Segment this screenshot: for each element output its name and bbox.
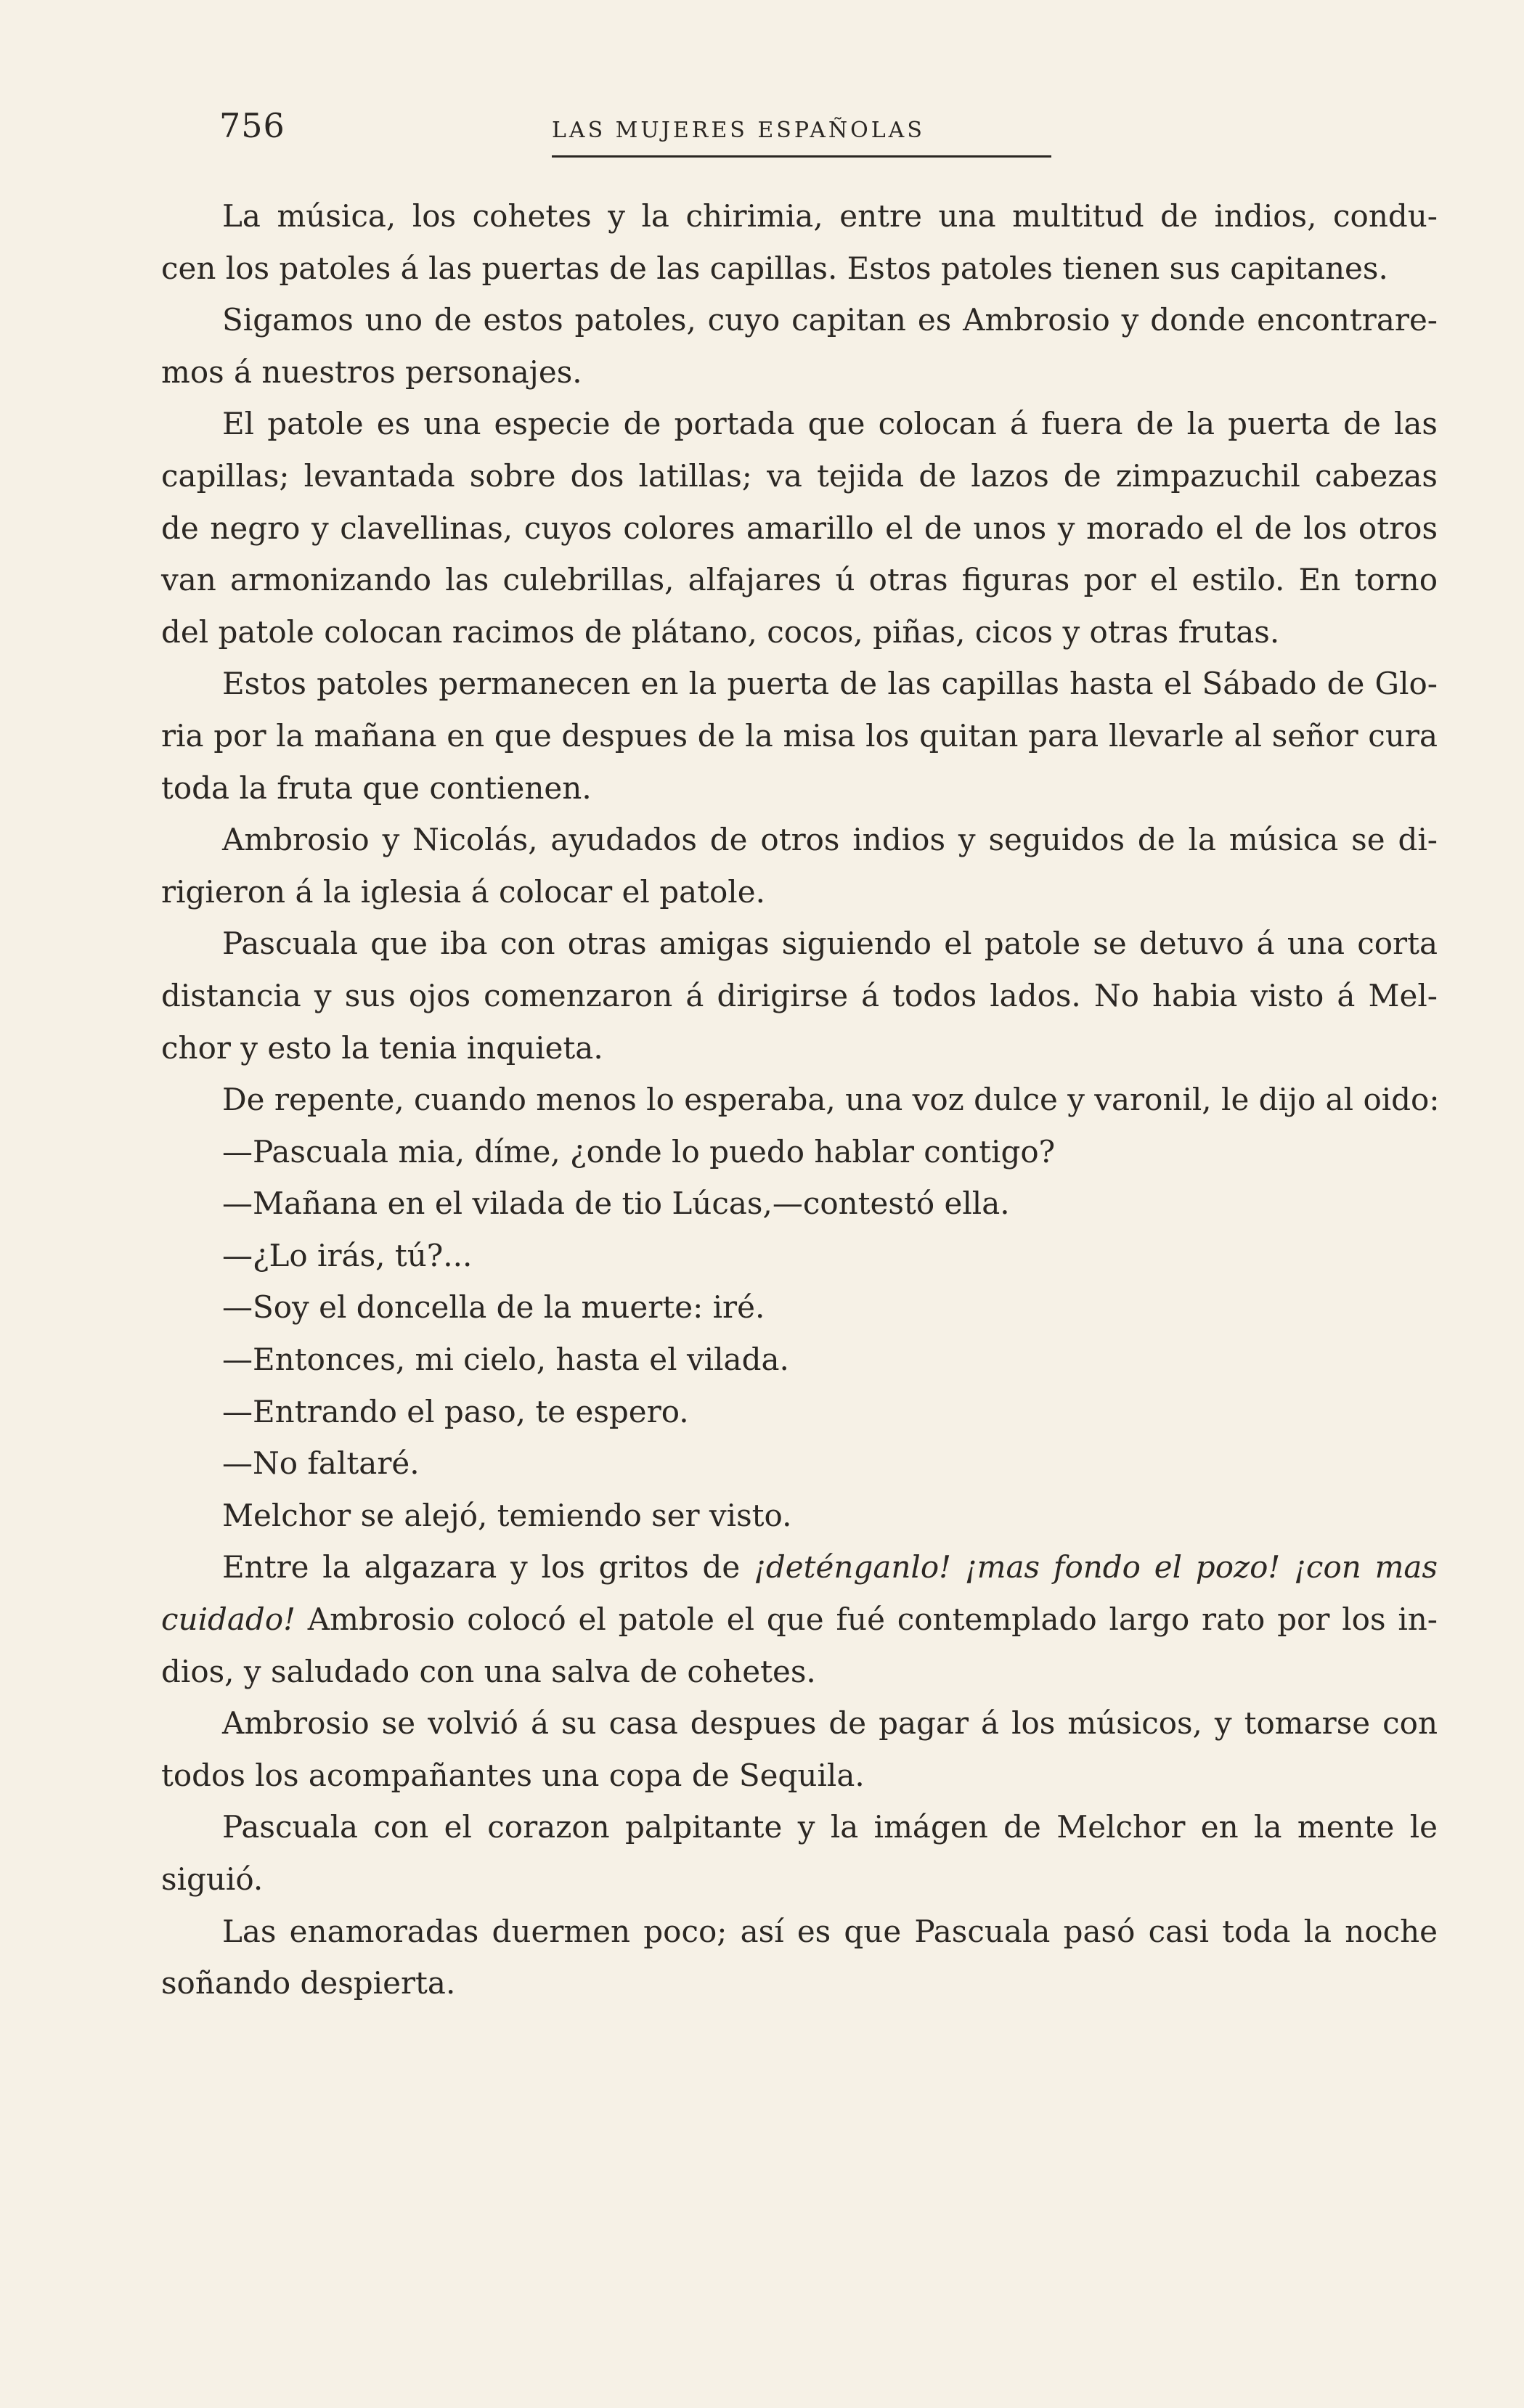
line-text: capillas; levantada sobre dos latillas; va tejida de lazos de zimpazuchil cabezas (161, 457, 1438, 494)
line-text: siguió. (161, 1861, 264, 1897)
line-text: soñando despierta. (161, 1965, 456, 2001)
text-line (161, 762, 1438, 815)
text-line (161, 1386, 1438, 1438)
line-text: El patole es una especie de portada que colocan á fuera de la puerta de las (222, 406, 1438, 442)
text-line (161, 1906, 1438, 1958)
text-line (161, 398, 1438, 450)
line-text: distancia y sus ojos comenzaron á dirigirse á todos lados. No habia visto á Mel- (161, 977, 1438, 1013)
line-text: Sigamos uno de estos patoles, cuyo capitan es Ambrosio y donde encontrare- (222, 302, 1438, 338)
text-line (161, 1541, 1438, 1593)
page-header (0, 0, 1524, 174)
line-text: Pascuala con el corazon palpitante y la imágen de Melchor en la mente le (222, 1809, 1438, 1845)
line-text: todos los acompañantes una copa de Sequila. (161, 1757, 865, 1793)
text-line (161, 1801, 1438, 1853)
line-text: Las enamoradas duermen poco; así es que Pascuala pasó casi toda la noche (222, 1913, 1438, 1949)
italic-phrase: ¡deténganlo! ¡mas fondo el pozo! ¡con mas (754, 1549, 1438, 1585)
line-text: Entre la algazara y los gritos de (222, 1549, 754, 1585)
text-line (161, 1646, 1438, 1698)
running-title: LAS MUJERES ESPAÑOLAS (552, 118, 925, 143)
line-text: rigieron á la iglesia á colocar el patole. (161, 873, 765, 910)
text-line (161, 866, 1438, 918)
line-text: van armonizando las culebrillas, alfajares ú otras figuras por el estilo. En torno (161, 562, 1438, 598)
line-text: —Entrando el paso, te espero. (222, 1393, 689, 1429)
line-text: del patole colocan racimos de plátano, cocos, piñas, cicos y otras frutas. (161, 613, 1280, 650)
italic-phrase: cuidado! (161, 1601, 296, 1638)
text-line (161, 242, 1438, 295)
line-text: mos á nuestros personajes. (161, 354, 582, 390)
line-text: de negro y clavellinas, cuyos colores amarillo el de unos y morado el de los otros (161, 510, 1438, 546)
text-line (161, 606, 1438, 658)
page-number: 756 (219, 106, 285, 145)
line-text: —Soy el doncella de la muerte: iré. (222, 1289, 765, 1326)
line-text: La música, los cohetes y la chirimia, entre una multitud de indios, condu- (222, 198, 1438, 234)
text-line (161, 1178, 1438, 1230)
text-line (161, 346, 1438, 399)
text-line (161, 1853, 1438, 1906)
text-line (161, 970, 1438, 1022)
line-text: —Pascuala mia, díme, ¿onde lo puedo hablar contigo? (222, 1133, 1056, 1170)
line-text: —¿Lo irás, tú?... (222, 1237, 473, 1273)
line-text: —No faltaré. (222, 1445, 420, 1482)
text-line (161, 814, 1438, 866)
text-line (161, 1281, 1438, 1334)
line-text: chor y esto la tenia inquieta. (161, 1029, 603, 1066)
line-text: —Entonces, mi cielo, hasta el vilada. (222, 1342, 789, 1378)
line-text: Pascuala que iba con otras amigas siguiendo el patole se detuvo á una corta (222, 926, 1438, 962)
text-line (161, 1437, 1438, 1490)
text-line (161, 294, 1438, 346)
body-text (161, 190, 1438, 2009)
line-text: De repente, cuando menos lo esperaba, una voz dulce y varonil, le dijo al oido: (222, 1082, 1440, 1118)
text-line (161, 502, 1438, 555)
header-rule (552, 155, 1051, 158)
text-line (161, 1697, 1438, 1750)
text-line (161, 1593, 1438, 1646)
text-line (161, 1334, 1438, 1386)
line-text: dios, y saludado con una salva de cohetes. (161, 1653, 816, 1689)
text-line (161, 1750, 1438, 1802)
line-text: Melchor se alejó, temiendo ser visto. (222, 1497, 792, 1533)
text-line (161, 658, 1438, 710)
line-text: cen los patoles á las puertas de las capillas. Estos patoles tienen sus capitanes. (161, 250, 1388, 286)
line-text: toda la fruta que contienen. (161, 770, 592, 806)
text-line (161, 450, 1438, 502)
text-line (161, 554, 1438, 606)
line-text: Ambrosio colocó el patole el que fué contemplado largo rato por los in- (295, 1601, 1438, 1638)
line-text: Ambrosio y Nicolás, ayudados de otros indios y seguidos de la música se di- (222, 822, 1438, 858)
text-line (161, 1074, 1438, 1126)
text-line (161, 1230, 1438, 1282)
line-text: Estos patoles permanecen en la puerta de las capillas hasta el Sábado de Glo- (222, 666, 1438, 702)
text-line (161, 710, 1438, 762)
line-text: —Mañana en el vilada de tio Lúcas,—contestó ella. (222, 1185, 1010, 1222)
text-line (161, 1957, 1438, 2009)
text-line (161, 1490, 1438, 1542)
line-text: ria por la mañana en que despues de la misa los quitan para llevarle al señor cura (161, 717, 1438, 754)
text-line (161, 190, 1438, 242)
text-line (161, 1126, 1438, 1178)
text-line (161, 918, 1438, 970)
line-text: Ambrosio se volvió á su casa despues de pagar á los músicos, y tomarse con (222, 1705, 1438, 1742)
text-line (161, 1022, 1438, 1074)
